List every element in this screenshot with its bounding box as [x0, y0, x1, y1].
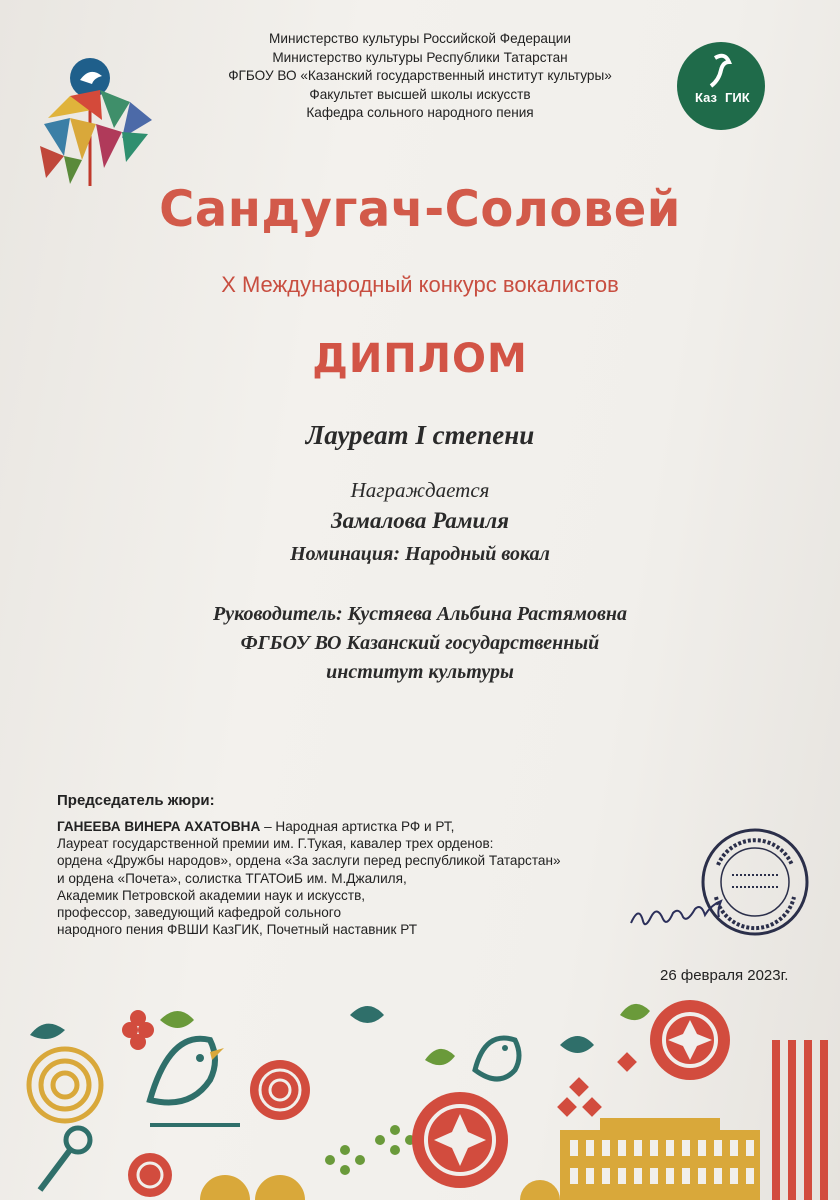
jury-line [57, 818, 561, 835]
stripe-pattern [772, 1040, 828, 1200]
jury-line: ордена «Дружбы народов», ордена «За заслуги перед республикой Татарстан» [57, 853, 561, 869]
leaf-icon [425, 1049, 455, 1065]
concentric-circle-icon [29, 1049, 101, 1121]
award-level: Лауреат I степени [305, 420, 535, 450]
leaf-icon [30, 1024, 65, 1039]
header-line: ФГБОУ ВО «Казанский государственный институт культуры» [228, 68, 612, 83]
logo-text: Каз [695, 90, 717, 105]
pomegranate-icon [128, 1153, 172, 1197]
pomegranate-icon [250, 1060, 310, 1120]
dot-pattern [325, 1125, 415, 1175]
quarter-circle-pattern [200, 1175, 560, 1200]
leader-line: ФГБОУ ВО Казанский государственный [240, 632, 600, 654]
festival-logo [30, 28, 160, 188]
header-line: Министерство культуры Российской Федерации [269, 31, 571, 46]
leaf-icon [350, 1006, 384, 1023]
leaf-icon [620, 1004, 650, 1020]
leader-line: институт культуры [326, 661, 514, 683]
jury-description [57, 818, 561, 938]
jury-line: и ордена «Почета», солистка ТГАТОиБ им. М.Джалиля, [57, 870, 407, 886]
leaf-icon [160, 1011, 194, 1028]
kazgik-logo [675, 40, 767, 132]
signature [625, 885, 745, 945]
jury-name: ГАНЕЕВА ВИНЕРА АХАТОВНА [57, 819, 261, 834]
bird-icon [475, 1038, 519, 1079]
building-icon [560, 1118, 760, 1200]
nomination: Номинация: Народный вокал [290, 543, 550, 565]
header-line: Министерство культуры Республики Татарстан [272, 49, 568, 65]
jury-line: Лауреат государственной премии им. Г.Тукая, кавалер трех орденов: [57, 836, 494, 852]
leaf-icon [560, 1036, 594, 1053]
leader-block [0, 600, 840, 687]
jury-line: профессор, заведующий кафедрой сольного [57, 905, 342, 921]
flower-icon [122, 1010, 154, 1050]
sun-medallion-icon [412, 1092, 508, 1188]
contest-title: Сандугач-Соловей [159, 180, 681, 238]
contest-subtitle: X Международный конкурс вокалистов [221, 272, 619, 297]
leader-line: Руководитель: Кустяева Альбина Растямовна [212, 603, 628, 625]
header-line: Кафедра сольного народного пения [306, 105, 534, 120]
awarded-label: Награждается [350, 478, 490, 502]
logo-text: ГИК [725, 90, 750, 105]
jury-heading: Председатель жюри: [57, 792, 215, 809]
bird-icon [150, 1039, 240, 1125]
issuer-header [170, 30, 670, 123]
jury-title: – Народная артистка РФ и РТ, [260, 819, 455, 834]
header-line: Факультет высшей школы искусств [309, 86, 531, 102]
ornament-band [0, 990, 840, 1200]
jury-line: Академик Петровской академии наук и искусств, [57, 887, 366, 903]
microphone-icon [40, 1128, 90, 1190]
awardee-name: Замалова Рамиля [330, 508, 509, 533]
jury-line: народного пения ФВШИ КазГИК, Почетный наставник РТ [57, 922, 418, 938]
diploma-heading: ДИПЛОМ [312, 336, 528, 382]
diamond-pattern [557, 1052, 637, 1117]
sun-medallion-icon [650, 1000, 730, 1080]
issue-date: 26 февраля 2023г. [660, 967, 789, 984]
